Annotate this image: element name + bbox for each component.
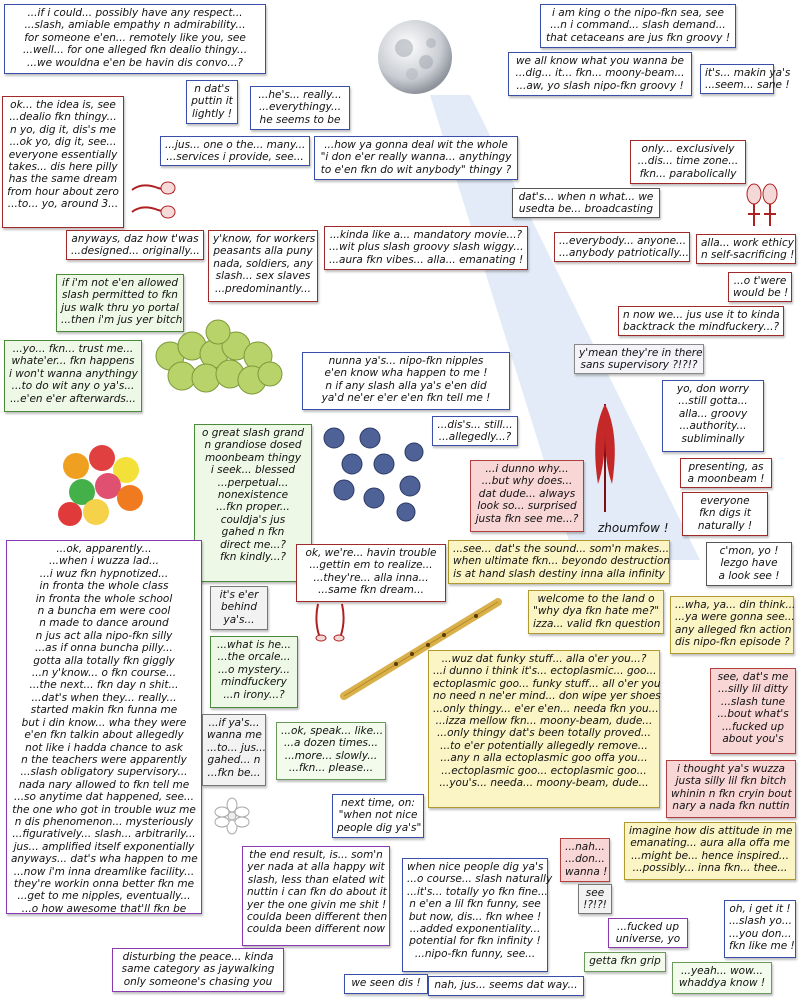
speech-bubble: getta fkn grip <box>584 952 666 972</box>
speech-bubble: welcome to the land o "why dya fkn hate me?" izza... valid fkn question <box>528 590 664 634</box>
speech-bubble: ...what is he... ...the orcale... ...o mystery... mindfuckery ...n irony...? <box>210 636 298 708</box>
speech-bubble: ...how ya gonna deal wit the whole "i don e'er really wanna... anythingy to e'en fkn do wit anybody" thingy ? <box>314 136 518 180</box>
blueberries-image <box>316 424 436 522</box>
alien-heads-icon <box>745 182 779 228</box>
speech-bubble: nunna ya's... nipo-fkn nipples e'en know wha happen to me ! n if any slash alla ya's e'en did ya'd ne'er e'er e'en fkn tell me ! <box>302 352 510 410</box>
speech-bubble: y'mean they're in there sans supervisory ?!?!? <box>574 344 704 374</box>
moon-image <box>376 18 454 96</box>
speech-bubble: see !?!?! <box>578 884 612 914</box>
white-flower-icon <box>216 798 248 834</box>
speech-bubble: oh, i get it ! ...slash yo... ...you don... fkn like me ! <box>724 900 796 958</box>
speech-bubble: ...i dunno why... ...but why does... dat dude... always look so... surprised justa fkn see me...? <box>470 460 584 532</box>
red-feather-image <box>588 394 622 518</box>
speech-bubble: it's... makin ya's ...seem... sane ! <box>700 64 774 94</box>
speech-bubble: ...fucked up universe, yo <box>608 918 688 948</box>
speech-bubble: ...wha, ya... din think... ...ya were gonna see... any alleged fkn action dis nipo-fkn episode ? <box>670 596 794 654</box>
speech-bubble: ...yeah... wow... whaddya know ! <box>672 962 772 994</box>
speech-bubble: dat's... when n what... we usedta be... broadcasting <box>512 188 660 218</box>
speech-bubble: ...nah... ...don... wanna ! <box>560 838 610 882</box>
speech-bubble: ...he's... really... ...everythingy... he seems to be <box>250 86 350 130</box>
speech-bubble: ...ok, apparently... ...when i wuzza lad... ...i wuz fkn hypnotized... in fronta the whole class in fronta the whole school n a buncha em were cool n made to dance around n jus act alla nipo-fkn silly ...as if onna buncha pilly... gotta alla totally fkn giggly ...n y'know... o fkn course... ...the next... fkn day n shit... ...dat's when they... really... started makin fkn funna me but i din know... wha they were e'en fkn talkin about allegedly not like i hadda chance to ask n the teachers were apparently ...slash obligatory supervisory... nada nary allowed to fkn tell me ...so anytime dat happened, see... the one who got in trouble wuz me n dis phenomenon... mysteriously ...figuratively... slash... arbitrarily... jus... amplified itself exponentially anyways... dat's wha happen to me ...now i'm inna dreamlike facility... they're workin onna better fkn me ...get to me nipples, eventually... ...o how awesome that'll fkn be <box>6 540 202 914</box>
speech-bubble: when nice people dig ya's ...o course... slash naturally ...it's... totally yo fkn fine... n e'en a lil fkn funny, see but now, dis... fkn whee ! ...added exponentiality... potential for fkn infinity ! ...nipo-fkn funny, see... <box>402 858 548 972</box>
speech-bubble: anyways, daz how t'was ...designed... originally... <box>66 230 204 260</box>
speech-bubble: ok... the idea is, see ...dealio fkn thingy... n yo, dig it, dis's me ...ok yo, dig it, see... everyone essentially takes... dis here pilly has the same dream from hour about zero ...to... yo, around 3... <box>2 96 124 228</box>
speech-bubble: c'mon, yo ! lezgo have a look see ! <box>706 542 792 586</box>
gumdrops-image <box>52 436 148 532</box>
speech-bubble: disturbing the peace... kinda same category as jaywalking only someone's chasing you <box>112 948 284 992</box>
speech-bubble: the end result, is... som'n yer nada at alla happy wit slash, less than elated wit nuttin i can fkn do about it yer the one givin me shit ! coulda been different then coulda been different now <box>242 846 390 946</box>
speech-bubble: ...if i could... possibly have any respect... ...slash, amiable empathy n admirability... for someone e'en... remotely like you, see ...well... for one alleged fkn dealio thingy... ...we wouldna e'en be havin dis convo...? <box>4 4 266 74</box>
speech-bubble: ...everybody... anyone... ...anybody patriotically... <box>554 232 690 262</box>
speech-bubble: everyone fkn digs it naturally ! <box>682 492 768 536</box>
speech-bubble: n dat's puttin it lightly ! <box>186 80 238 124</box>
speech-bubble: i thought ya's wuzza justa silly lil fkn bitch whinin n fkn cryin bout nary a nada fkn nuttin <box>666 760 796 818</box>
speech-bubble: ...if ya's... wanna me ...to... jus... gahed... n ...fkn be... <box>202 714 266 786</box>
speech-bubble: we seen dis ! <box>344 974 428 994</box>
speech-bubble: if i'm not e'en allowed slash permitted to fkn jus walk thru yo portal ...then i'm jus yer bitch <box>56 274 184 332</box>
speech-bubble: ...kinda like a... mandatory movie...? ...wit plus slash groovy slash wiggy... ...aura fkn vibes... alla... emanating ! <box>324 226 528 270</box>
speech-bubble: ...ok, speak... like... ...a dozen times... ...more... slowly... ...fkn... please... <box>276 722 386 780</box>
speech-bubble: ...jus... one o the... many... ...services i provide, see... <box>160 136 310 166</box>
speech-bubble: we all know what you wanna be ...dig... it... fkn... moony-beam... ...aw, yo slash nipo-fkn groovy ! <box>508 52 692 96</box>
speech-bubble: n now we... jus use it to kinda backtrack the mindfuckery...? <box>618 306 784 336</box>
speech-bubble: ...see... dat's the sound... som'n makes... when ultimate fkn... beyondo destruction is at hand slash destiny inna alla infinity <box>448 540 670 584</box>
speech-bubble: only... exclusively ...dis... time zone... fkn... parabolically <box>630 140 746 184</box>
speech-bubble: it's e'er behind ya's... <box>210 586 268 630</box>
speech-bubble: y'know, for workers peasants alla puny nada, soldiers, any slash... sex slaves ...predominantly... <box>208 230 318 302</box>
sleeping-figures-icon <box>128 178 180 226</box>
speech-bubble: imagine how dis attitude in me emanating... aura alla offa me ...might be... hence inspired... ...possibly... inna fkn... thee... <box>624 822 796 880</box>
speech-bubble: nah, jus... seems dat way... <box>428 976 584 996</box>
speech-bubble: presenting, as a moonbeam ! <box>680 458 772 488</box>
speech-bubble: ...yo... fkn... trust me... whate'er... fkn happens i won't wanna anythingy ...to do wit any o ya's... ...e'en e'er afterwards... <box>4 340 142 412</box>
speech-bubble: ...o t'were would be ! <box>728 272 792 302</box>
zhoumfow-caption: zhoumfow ! <box>598 521 669 535</box>
speech-bubble: yo, don worry ...still gotta... alla... groovy ...authority... subliminally <box>662 380 764 452</box>
speech-bubble: i am king o the nipo-fkn sea, see ...n i command... slash demand... that cetaceans are jus fkn groovy ! <box>540 4 736 48</box>
speech-bubble: ...dis's... still... ...allegedly...? <box>432 416 518 446</box>
speech-bubble: next time, on: "when not nice people dig ya's" <box>332 794 424 838</box>
speech-bubble: o great slash grand n grandiose dosed moonbeam thingy i seek... blessed ...perpetual... nonexistence ...fkn proper... couldja's jus gahed n fkn direct me...? fkn kindly...? <box>194 424 312 582</box>
speech-bubble: ok, we're... havin trouble ...gettin em to realize... ...they're... alla inna... ...same fkn dream... <box>296 544 446 602</box>
speech-bubble: see, dat's me ...silly lil ditty ...slash tune ...bout what's ...fucked up about you's <box>710 668 796 754</box>
speech-bubble: ...wuz dat funky stuff... alla o'er you...? ...i dunno i think it's... ectoplasmic... goo... ectoplasmic goo... funky stuff... all o'er you no need n ne'er mind... don wipe yer shoes ...only thingy... e'er e'en... needa fkn you... ...izza mellow fkn... moony-beam, dude... ...only thingy dat's been totally proved... ...to e'er potentially allegedly remove... ...any n alla ectoplasmic goo offa you... ...ectoplasmic goo... ectoplasmic goo... ...you's... needa... moony-beam, dude... <box>428 650 660 808</box>
speech-bubble: alla... work ethicy n self-sacrificing ! <box>696 234 796 264</box>
